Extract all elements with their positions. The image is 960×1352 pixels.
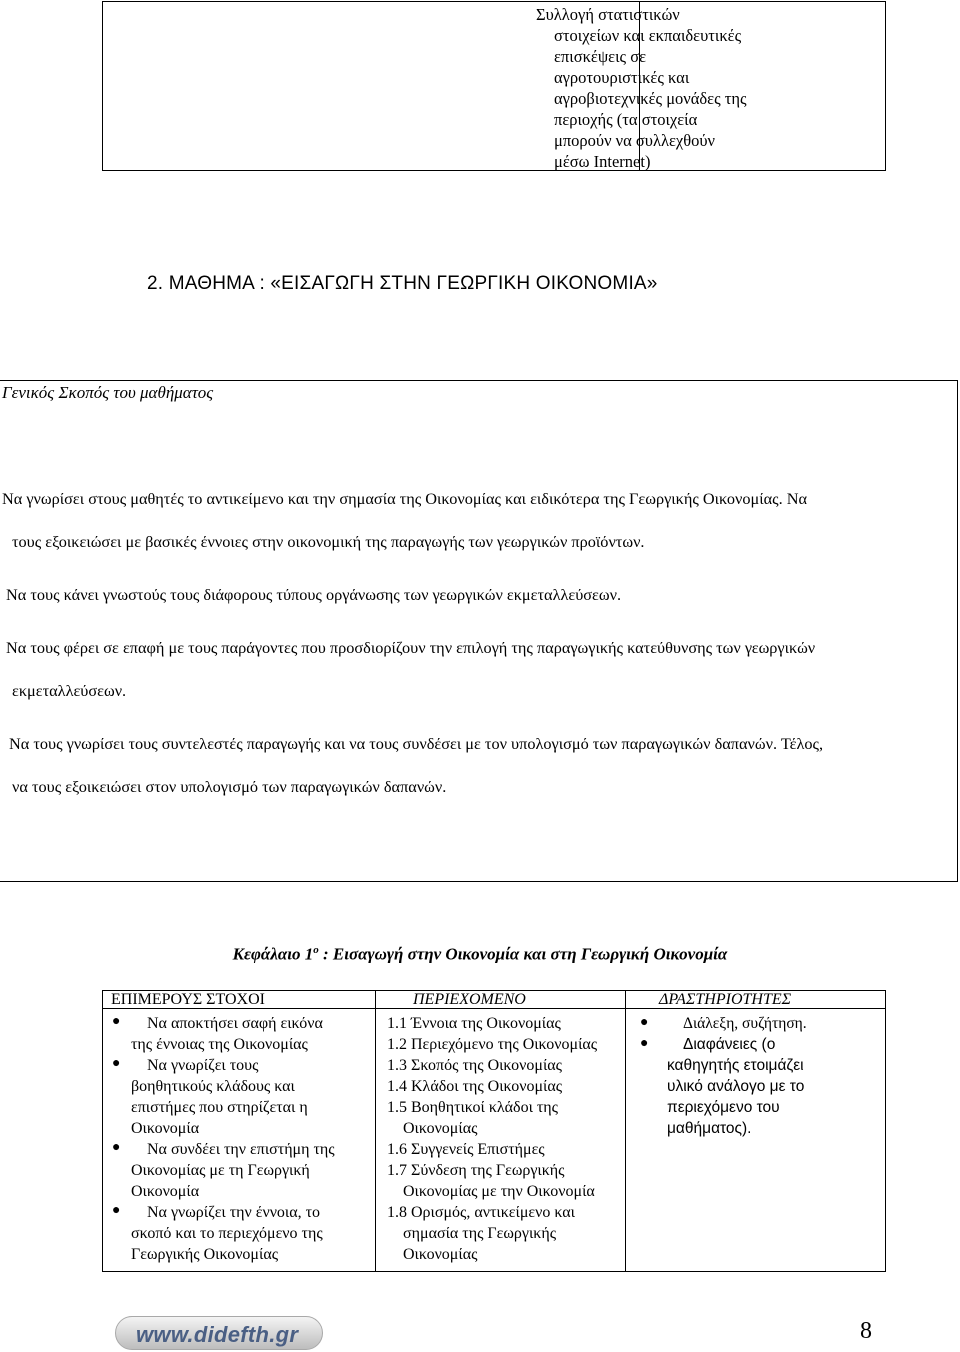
list-item: της έννοιας της Οικονομίας: [131, 1036, 308, 1053]
aim-line: Να τους κάνει γνωστούς τους διάφορους τύπους οργάνωσης των γεωργικών εκμεταλλεύσεων.: [6, 585, 622, 604]
list-item: περιεχόμενο του: [667, 1099, 780, 1116]
header-content: ΠΕΡΙΕΧΟΜΕΝΟ: [413, 991, 526, 1008]
cell-line: μέσω Internet): [554, 152, 651, 171]
header-objectives: ΕΠΙΜΕΡΟΥΣ ΣΤΟΧΟΙ: [111, 991, 265, 1008]
bullet-icon: ●: [112, 1056, 121, 1071]
cell-line: επισκέψεις σε: [554, 47, 647, 66]
chapter-title-suffix: : Εισαγωγή στην Οικονομία και στη Γεωργική Οικονομία: [318, 944, 728, 964]
objectives-cell: [131, 1013, 335, 1265]
list-item: βοηθητικούς κλάδους και: [131, 1078, 295, 1095]
page-number: 8: [860, 1318, 872, 1344]
logo-text: www.didefth.gr: [136, 1322, 299, 1347]
objectives-table: [102, 990, 886, 1272]
aim-line: Να τους γνωρίσει τους συντελεστές παραγωγής και να τους συνδέσει με τον υπολογισμό των παραγωγικών δαπανών. Τέλος,: [9, 734, 824, 753]
cell-line: Συλλογή στατιστικών: [536, 5, 680, 24]
list-item: Οικονομία: [131, 1183, 200, 1200]
list-item: 1.3 Σκοπός της Οικονομίας: [387, 1057, 562, 1074]
top-table-cell: [536, 4, 776, 172]
general-aims-box: [0, 380, 958, 882]
list-item: 1.7 Σύνδεση της Γεωργικής: [387, 1162, 565, 1179]
cell-line: μπορούν να συλλεχθούν: [554, 131, 715, 150]
aim-line: τους εξοικειώσει με βασικές έννοιες στην οικονομική της παραγωγής των γεωργικών προϊόντων.: [12, 532, 645, 551]
column-divider: [625, 991, 626, 1271]
list-item: Οικονομίας με την Οικονομία: [403, 1183, 595, 1200]
bullet-icon: ●: [112, 1203, 121, 1218]
list-item: Διάλεξη, συζήτηση.: [683, 1015, 807, 1032]
list-item: μαθήματος).: [667, 1120, 752, 1137]
content-cell: [387, 1013, 597, 1265]
list-item: Οικονομίας με τη Γεωργική: [131, 1162, 310, 1179]
general-aims-title: Γενικός Σκοπός του μαθήματος: [2, 383, 214, 402]
list-item: Οικονομία: [131, 1120, 200, 1137]
header-activities: ΔΡΑΣΤΗΡΙΟΤΗΤΕΣ: [659, 991, 792, 1008]
list-item: επιστήμες που στηρίζεται η: [131, 1099, 308, 1116]
aim-line: Να γνωρίσει στους μαθητές το αντικείμενο και την σημασία της Οικονομίας και ειδικότερα της Γεωργικής Οικονομίας. Να: [2, 489, 808, 508]
list-item: Να γνωρίζει τους: [147, 1057, 259, 1074]
list-item: Να γνωρίζει την έννοια, το: [147, 1204, 321, 1221]
list-item: σημασία της Γεωργικής: [403, 1225, 557, 1242]
list-item: 1.6 Συγγενείς Επιστήμες: [387, 1141, 545, 1158]
chapter-title: [0, 944, 960, 965]
activities-cell: [667, 1034, 804, 1139]
chapter-title-ordinal: ο: [313, 944, 319, 956]
list-item: 1.2 Περιεχόμενο της Οικονομίας: [387, 1036, 598, 1053]
list-item: σκοπό και το περιεχόμενο της: [131, 1225, 323, 1242]
list-item: 1.1 Έννοια της Οικονομίας: [387, 1015, 561, 1032]
cell-line: αγροβιοτεχνικές μονάδες της: [554, 89, 747, 108]
list-item: 1.8 Ορισμός, αντικείμενο και: [387, 1204, 575, 1221]
cell-line: περιοχής (τα στοιχεία: [554, 110, 698, 129]
bullet-icon: ●: [112, 1014, 121, 1029]
bullet-icon: ●: [112, 1140, 121, 1155]
list-item: υλικό ανάλογο με το: [667, 1078, 805, 1095]
list-item: καθηγητής ετοιμάζει: [667, 1057, 804, 1074]
cell-line: αγροτουριστικές και: [554, 68, 690, 87]
site-logo: [115, 1316, 323, 1350]
list-item: Γεωργικής Οικονομίας: [131, 1246, 279, 1263]
lesson-heading: 2. ΜΑΘΗΜΑ : «ΕΙΣΑΓΩΓΗ ΣΤΗΝ ΓΕΩΡΓΙΚΗ ΟΙΚΟΝΟΜΙΑ»: [147, 273, 658, 294]
cell-line: στοιχείων και εκπαιδευτικές: [554, 26, 742, 45]
list-item: Οικονομίας: [403, 1120, 478, 1137]
chapter-title-prefix: Κεφάλαιο 1: [232, 944, 314, 964]
bullet-icon: ●: [640, 1015, 649, 1030]
bullet-icon: ●: [640, 1036, 649, 1051]
list-item: 1.4 Κλάδοι της Οικονομίας: [387, 1078, 563, 1095]
column-divider: [375, 991, 376, 1271]
list-item: Να συνδέει την επιστήμη της: [147, 1141, 335, 1158]
aim-line: να τους εξοικειώσει στον υπολογισμό των παραγωγικών δαπανών.: [12, 777, 447, 796]
list-item: Οικονομίας: [403, 1246, 478, 1263]
list-item: 1.5 Βοηθητικοί κλάδοι της: [387, 1099, 558, 1116]
aim-line: εκμεταλλεύσεων.: [12, 681, 127, 700]
activities-cell: [667, 1013, 807, 1034]
list-item: Να αποκτήσει σαφή εικόνα: [147, 1015, 323, 1032]
list-item: Διαφάνειες (ο: [683, 1036, 776, 1053]
aim-line: Να τους φέρει σε επαφή με τους παράγοντες που προσδιορίζουν την επιλογή της παραγωγικής κατεύθυνσης των γεωργικών: [6, 638, 816, 657]
